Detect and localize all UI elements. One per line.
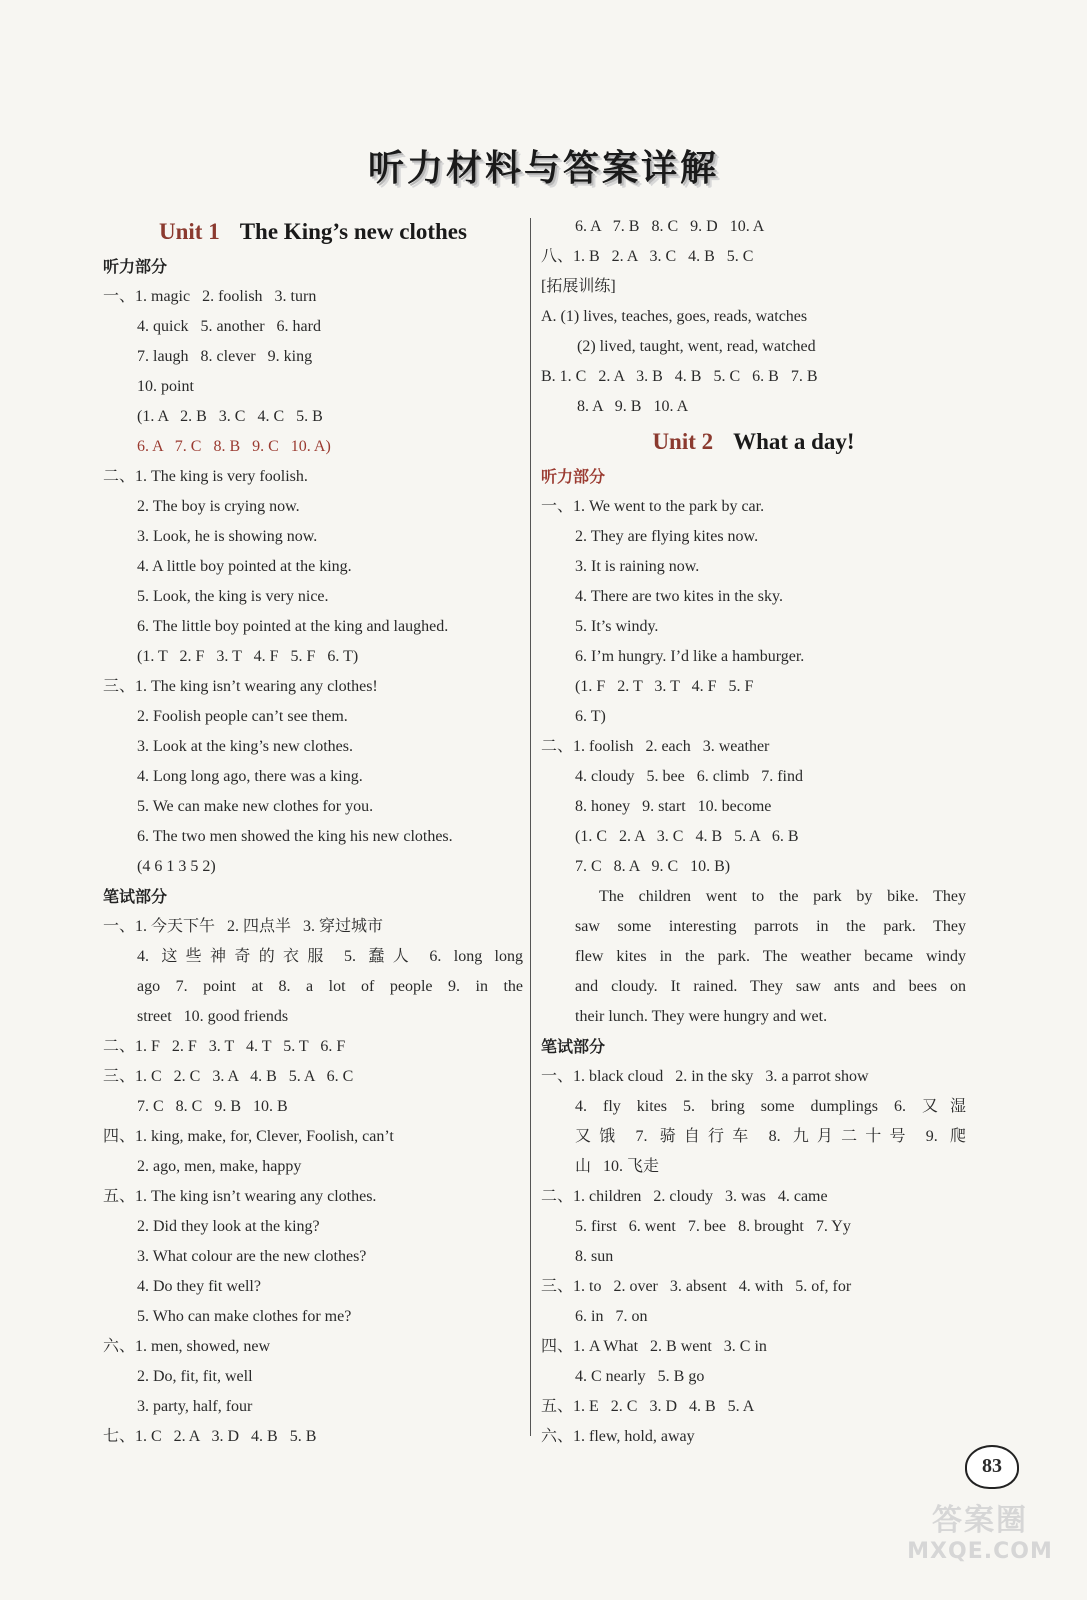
answer-line: 五、1. E 2. C 3. D 4. B 5. A bbox=[541, 1398, 755, 1415]
answer-line: 又饿 7. 骑自行车 8. 九月二十号 9. 爬 bbox=[575, 1128, 966, 1145]
answer-line: A. (1) lives, teaches, goes, reads, watches bbox=[541, 308, 808, 325]
passage-line: and cloudy. It rained. They saw ants and bees on bbox=[575, 978, 966, 995]
answer-line: 2. Do, fit, fit, well bbox=[137, 1368, 253, 1385]
answer-line: 4. Long long ago, there was a king. bbox=[137, 768, 363, 785]
passage-line: saw some interesting parrots in the park. They bbox=[575, 918, 966, 935]
answer-line: 二、1. children 2. cloudy 3. was 4. came bbox=[541, 1188, 828, 1205]
answer-line: 6. I’m hungry. I’d like a hamburger. bbox=[575, 648, 805, 665]
answer-line: 4. cloudy 5. bee 6. climb 7. find bbox=[575, 768, 803, 785]
answer-line: 3. It is raining now. bbox=[575, 558, 700, 575]
section-heading-written: 笔试部分 bbox=[103, 887, 168, 906]
answer-line: 5. first 6. went 7. bee 8. brought 7. Yy bbox=[575, 1218, 851, 1235]
answer-line: 2. They are flying kites now. bbox=[575, 528, 759, 545]
watermark-text: 答案圈 bbox=[932, 1503, 1028, 1538]
answer-line: 10. point bbox=[137, 378, 194, 395]
answer-line: street 10. good friends bbox=[137, 1008, 289, 1025]
answer-line: 4. fly kites 5. bring some dumplings 6. 又湿 bbox=[575, 1098, 966, 1115]
answer-line: 6. in 7. on bbox=[575, 1308, 648, 1325]
answer-line: 4. Do they fit well? bbox=[137, 1278, 261, 1295]
answer-line: 5. Look, the king is very nice. bbox=[137, 588, 329, 605]
answer-line: 6. A 7. B 8. C 9. D 10. A bbox=[575, 218, 765, 235]
answer-line: 5. We can make new clothes for you. bbox=[137, 798, 374, 815]
section-heading-listening: 听力部分 bbox=[541, 467, 606, 486]
answer-line: 一、1. We went to the park by car. bbox=[541, 498, 765, 515]
page-title: 听力材料与答案详解 bbox=[367, 148, 719, 189]
answer-line: 四、1. king, make, for, Clever, Foolish, can’t bbox=[103, 1128, 394, 1145]
answer-line: 3. Look, he is showing now. bbox=[137, 528, 318, 545]
watermark-logo bbox=[890, 1495, 1070, 1564]
answer-line: 8. sun bbox=[575, 1248, 614, 1265]
answer-line: 3. What colour are the new clothes? bbox=[137, 1248, 367, 1265]
answer-line: (2) lived, taught, went, read, watched bbox=[577, 338, 816, 355]
column-divider bbox=[530, 218, 531, 1436]
answer-line: 4. There are two kites in the sky. bbox=[575, 588, 783, 605]
unit-number: Unit 1 bbox=[159, 219, 220, 244]
answer-line: 二、1. The king is very foolish. bbox=[103, 468, 308, 485]
answer-line: 一、1. 今天下午 2. 四点半 3. 穿过城市 bbox=[103, 918, 384, 935]
answer-line: 山 10. 飞走 bbox=[575, 1158, 660, 1175]
answer-line: (1. C 2. A 3. C 4. B 5. A 6. B bbox=[575, 828, 799, 845]
answer-line: 4. C nearly 5. B go bbox=[575, 1368, 705, 1385]
answer-line: (1. F 2. T 3. T 4. F 5. F bbox=[575, 678, 754, 695]
answer-line: 七、1. C 2. A 3. D 4. B 5. B bbox=[103, 1428, 317, 1445]
answer-line: 五、1. The king isn’t wearing any clothes. bbox=[103, 1188, 377, 1205]
answer-line: 2. ago, men, make, happy bbox=[137, 1158, 302, 1175]
answer-line: 4. quick 5. another 6. hard bbox=[137, 318, 321, 335]
page-number: 83 bbox=[965, 1445, 1019, 1489]
answer-line: 六、1. men, showed, new bbox=[103, 1338, 271, 1355]
section-heading-listening: 听力部分 bbox=[103, 257, 168, 276]
answer-line: 八、1. B 2. A 3. C 4. B 5. C bbox=[541, 248, 754, 265]
answer-line: 三、1. C 2. C 3. A 4. B 5. A 6. C bbox=[103, 1068, 354, 1085]
answer-line: 3. Look at the king’s new clothes. bbox=[137, 738, 353, 755]
unit-name: What a day! bbox=[733, 429, 855, 454]
answer-line: 8. honey 9. start 10. become bbox=[575, 798, 772, 815]
answer-line: 一、1. black cloud 2. in the sky 3. a parrot show bbox=[541, 1068, 869, 1085]
answer-line: 4. A little boy pointed at the king. bbox=[137, 558, 352, 575]
extension-heading: [拓展训练] bbox=[541, 278, 616, 295]
unit-name: The King’s new clothes bbox=[239, 219, 467, 244]
answer-line: 7. C 8. A 9. C 10. B) bbox=[575, 858, 731, 875]
answer-line: (4 6 1 3 5 2) bbox=[137, 858, 216, 875]
answer-line: (1. A 2. B 3. C 4. C 5. B bbox=[137, 408, 323, 425]
answer-line: 6. A 7. C 8. B 9. C 10. A) bbox=[137, 438, 331, 455]
answer-line: 3. party, half, four bbox=[137, 1398, 253, 1415]
answer-line: (1. T 2. F 3. T 4. F 5. F 6. T) bbox=[137, 648, 359, 665]
answer-line: 二、1. foolish 2. each 3. weather bbox=[541, 738, 770, 755]
answer-line: 6. The little boy pointed at the king and laughed. bbox=[137, 618, 449, 635]
right-column bbox=[541, 212, 966, 1452]
answer-line: 二、1. F 2. F 3. T 4. T 5. T 6. F bbox=[103, 1038, 346, 1055]
answer-line: 2. Did they look at the king? bbox=[137, 1218, 320, 1235]
answer-line: 四、1. A What 2. B went 3. C in bbox=[541, 1338, 767, 1355]
passage-line: their lunch. They were hungry and wet. bbox=[575, 1008, 828, 1025]
passage-line: flew kites in the park. The weather became windy bbox=[575, 948, 966, 965]
answer-line: B. 1. C 2. A 3. B 4. B 5. C 6. B 7. B bbox=[541, 368, 818, 385]
unit-1-title bbox=[103, 212, 523, 252]
answer-line: 6. T) bbox=[575, 708, 606, 725]
answer-line: 六、1. flew, hold, away bbox=[541, 1428, 695, 1445]
answer-line: 5. Who can make clothes for me? bbox=[137, 1308, 352, 1325]
answer-line: 4. 这些神奇的衣服 5. 蠢人 6. long long bbox=[137, 948, 523, 965]
section-heading-written: 笔试部分 bbox=[541, 1037, 606, 1056]
watermark-url: MXQE.COM bbox=[907, 1539, 1053, 1564]
answer-line: 2. The boy is crying now. bbox=[137, 498, 300, 515]
left-column bbox=[103, 212, 523, 1452]
answer-line: 三、1. The king isn’t wearing any clothes! bbox=[103, 678, 378, 695]
unit-2-title bbox=[541, 422, 966, 462]
answer-line: ago 7. point at 8. a lot of people 9. in the bbox=[137, 978, 523, 995]
answer-line: 5. It’s windy. bbox=[575, 618, 659, 635]
answer-line: 8. A 9. B 10. A bbox=[577, 398, 689, 415]
unit-number: Unit 2 bbox=[652, 429, 714, 454]
answer-line: 7. laugh 8. clever 9. king bbox=[137, 348, 313, 365]
answer-line: 7. C 8. C 9. B 10. B bbox=[137, 1098, 288, 1115]
answer-line: 6. The two men showed the king his new clothes. bbox=[137, 828, 453, 845]
passage-line: The children went to the park by bike. They bbox=[599, 888, 966, 905]
answer-line: 一、1. magic 2. foolish 3. turn bbox=[103, 288, 317, 305]
answer-line: 三、1. to 2. over 3. absent 4. with 5. of, for bbox=[541, 1278, 852, 1295]
answer-line: 2. Foolish people can’t see them. bbox=[137, 708, 348, 725]
